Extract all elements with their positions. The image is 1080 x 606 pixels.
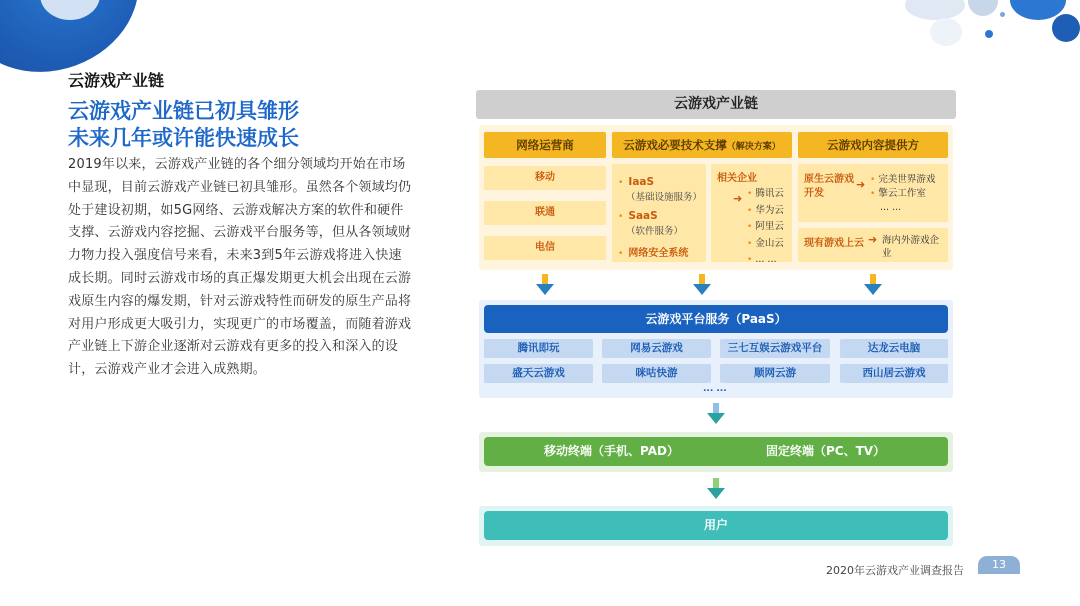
tech-header-main: 云游戏必要技术支撑 — [623, 138, 727, 152]
arrow-down-icon — [693, 274, 711, 296]
tech-item-name: IaaS — [628, 176, 655, 188]
tech-item-note: （基础设施服务） — [626, 192, 703, 203]
network-item: 联通 — [484, 201, 606, 225]
existing-content-box — [798, 228, 948, 262]
platform-ellipsis: ... ... — [703, 384, 727, 394]
page-number: 13 — [978, 556, 1020, 574]
list-item: • ... ... — [747, 254, 777, 265]
decorative-dot — [930, 18, 962, 46]
list-item: • 华为云 — [747, 204, 784, 216]
tech-item — [618, 170, 702, 203]
list-item: • 阿里云 — [747, 221, 784, 232]
headline-line: 未来几年或许能快速成长 — [68, 126, 299, 150]
arrow-down-icon — [707, 403, 725, 425]
related-companies-box — [711, 164, 792, 265]
network-item: 电信 — [484, 236, 606, 260]
platform-item: 网易云游戏 — [602, 339, 711, 358]
diagram-title: 云游戏产业链 — [476, 90, 956, 119]
decorative-dot — [968, 0, 998, 16]
arrow-right-icon: ➜ — [856, 178, 866, 191]
body-paragraph: 2019年以来，云游戏产业链的各个细分领域均开始在市场中显现，目前云游戏产业链已初具雏形。虽然各个领域均仍处于建设初期，如5G网络、云游戏解决方案的软件和硬件支撑、云游戏内容挖掘、云游戏平台服务等，但从各领域财力物力投入强度信号来看，未来3到5年云游戏将进入快速成长期。同时云游戏市场的真正爆发期更大机会出现在云游戏原生内容的爆发期，针对云游戏特性而研发的原生产品将对用户形成更大吸引力，实现更广的市场覆盖，而随着游戏产业链上下游企业逐渐对云游戏有更多的投入和深入的设计，云游戏产业才会进入成熟期。 — [68, 157, 412, 378]
arrow-right-icon: ➜ — [733, 192, 743, 205]
terminal-bar — [484, 437, 948, 466]
fixed-terminal: 固定终端（PC、TV） — [766, 444, 886, 458]
tech-header — [612, 132, 792, 158]
tech-item — [618, 241, 688, 260]
section-title: 云游戏产业链 — [68, 71, 165, 90]
related-list — [747, 186, 784, 269]
bullet-icon: • — [618, 249, 624, 259]
bullet-icon: • — [618, 212, 624, 222]
tech-services-box — [612, 164, 706, 262]
native-label: 原生云游戏开发 — [804, 174, 854, 199]
network-header: 网络运营商 — [484, 132, 606, 158]
platform-item: 咪咕快游 — [602, 364, 711, 383]
native-list — [870, 173, 935, 215]
platform-item: 西山居云游戏 — [840, 364, 948, 383]
list-item: • 金山云 — [747, 237, 784, 249]
arrow-down-icon — [536, 274, 554, 296]
tech-item-name: SaaS — [628, 210, 658, 222]
platform-item: 腾讯即玩 — [484, 339, 593, 358]
related-label: 相关企业 — [717, 173, 757, 184]
tech-item-name: 网络安全系统 — [628, 248, 689, 259]
platform-item: 盛天云游戏 — [484, 364, 593, 383]
report-name: 2020年云游戏产业调查报告 — [826, 564, 964, 577]
existing-label: 现有游戏上云 — [804, 238, 864, 249]
decorative-dot — [1052, 14, 1080, 42]
arrow-down-icon — [707, 478, 725, 500]
arrow-right-icon: ➜ — [868, 233, 878, 246]
list-item: • 擎云工作室 — [870, 188, 926, 199]
platform-item: 三七互娱云游戏平台 — [720, 339, 830, 358]
tech-item — [618, 204, 683, 237]
mobile-terminal: 移动终端（手机、PAD） — [544, 444, 679, 458]
tech-header-sub: （解决方案） — [726, 142, 781, 152]
list-item: • 腾讯云 — [747, 188, 784, 199]
decorative-dot — [905, 0, 965, 20]
platform-item: 达龙云电脑 — [840, 339, 948, 358]
arrow-down-icon — [864, 274, 882, 296]
list-item: ... ... — [880, 202, 902, 213]
native-content-box — [798, 164, 948, 222]
headline — [68, 98, 299, 152]
platform-item: 顺网云游 — [720, 364, 830, 383]
bullet-icon: • — [618, 178, 624, 188]
tech-item-note: （软件服务） — [626, 226, 684, 237]
network-item: 移动 — [484, 166, 606, 190]
list-item: • 完美世界游戏 — [870, 174, 936, 185]
content-header: 云游戏内容提供方 — [798, 132, 948, 158]
platform-title: 云游戏平台服务（PaaS） — [484, 305, 948, 333]
users-bar: 用户 — [484, 511, 948, 540]
decorative-dot — [985, 30, 993, 38]
headline-line: 云游戏产业链已初具雏形 — [68, 99, 299, 123]
decorative-dot — [1000, 12, 1005, 17]
existing-item: 海内外游戏企业 — [882, 235, 940, 259]
